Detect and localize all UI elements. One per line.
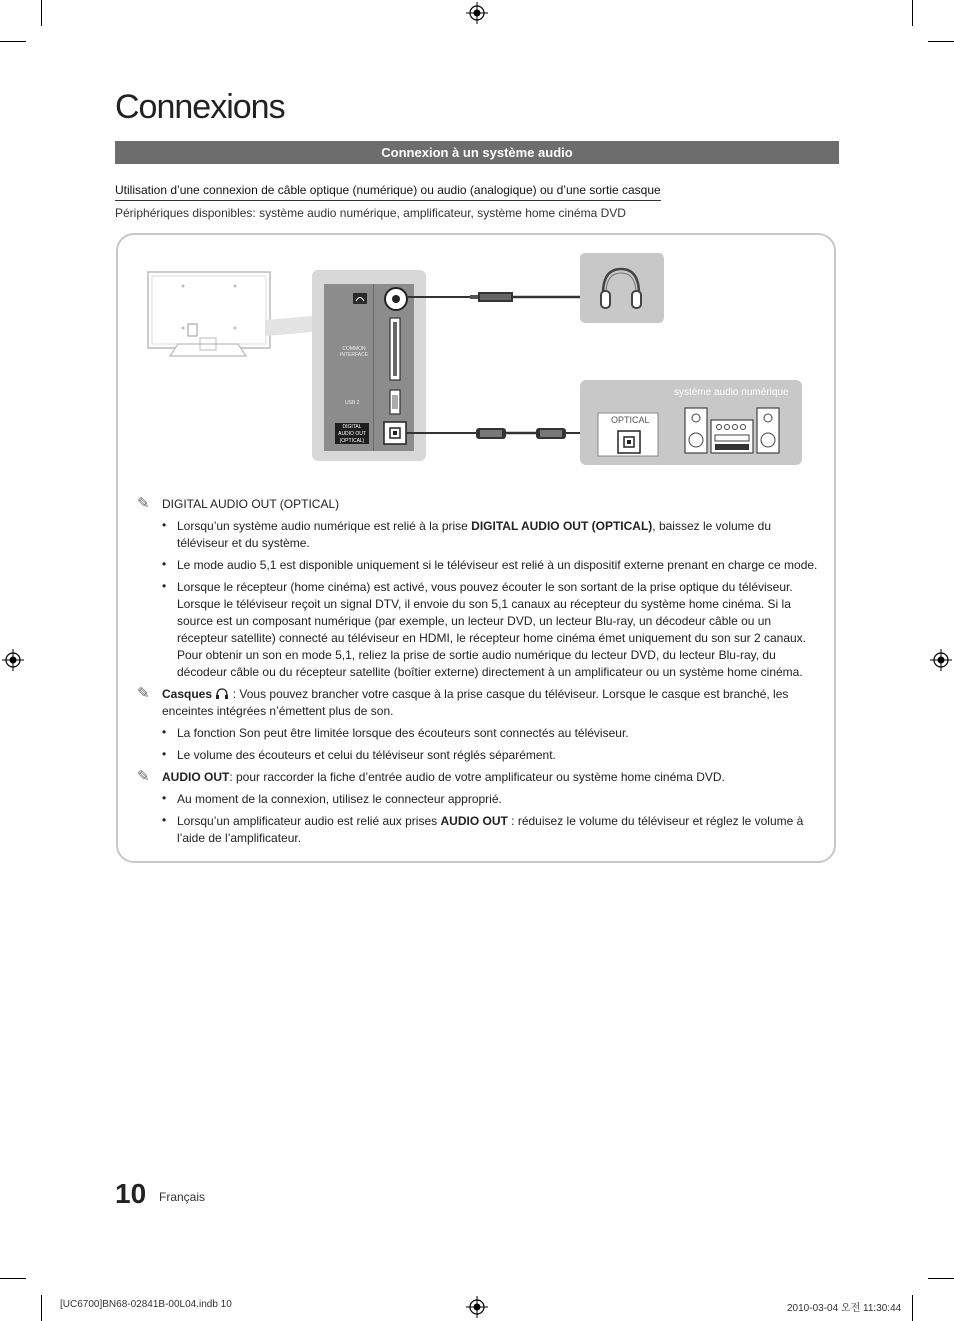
crop-mark [41, 1295, 42, 1321]
note-pencil-icon: ✎ [137, 767, 150, 785]
audio-system-label: système audio numérique [674, 387, 789, 398]
bullet-list [137, 725, 823, 764]
available-devices-text: Périphériques disponibles: système audio numérique, amplificateur, système home cinéma DVD [115, 206, 626, 220]
headphone-icon [597, 264, 645, 312]
note-pencil-icon: ✎ [137, 684, 150, 702]
section-title: Connexion à un système audio [115, 141, 839, 164]
list-item: • Au moment de la connexion, utilisez le connecteur approprié. [137, 791, 823, 808]
list-item: • Le volume des écouteurs et celui du téléviseur sont réglés séparément. [137, 747, 823, 764]
note-digital-audio-out [137, 496, 823, 513]
note-bold-label: AUDIO OUT [162, 770, 230, 784]
usb-label: USB 2 [345, 400, 360, 406]
page-title: Connexions [115, 88, 285, 126]
crop-mark [41, 0, 42, 26]
list-item: • La fonction Son peut être limitée lorsque des écouteurs sont connectés au téléviseur. [137, 725, 823, 742]
crop-mark [928, 41, 954, 42]
note-title: DIGITAL AUDIO OUT (OPTICAL) [162, 497, 340, 511]
print-date: 2010-03-04 오전 11:30:44 [787, 1303, 902, 1314]
registration-mark-icon [466, 1296, 488, 1318]
optical-label: OPTICAL [611, 415, 650, 425]
tv-back-illustration [148, 272, 270, 356]
registration-mark-icon [2, 649, 24, 671]
crop-mark [0, 41, 26, 42]
common-interface-label: COMMON INTERFACE [339, 346, 369, 358]
digital-audio-label-line2: AUDIO OUT [338, 431, 366, 437]
digital-audio-out-label [335, 424, 369, 445]
list-item: • Lorsqu’un amplificateur audio est relié aux prises AUDIO OUT : réduisez le volume du téléviseur et réglez le volume à l’aide de l’amplificateur. [137, 813, 823, 847]
file-info: [UC6700]BN68-02841B-00L04.indb 10 [60, 1299, 232, 1310]
digital-audio-label-line3: (OPTICAL) [339, 438, 365, 444]
bullet-list [137, 518, 823, 681]
digital-audio-label-line1: DIGITAL [342, 424, 362, 430]
crop-mark [912, 0, 913, 26]
language-label: Français [159, 1190, 206, 1204]
registration-mark-icon [466, 2, 488, 24]
headphone-icon [215, 688, 229, 699]
list-item: • Lorsque le récepteur (home cinéma) est activé, vous pouvez écouter le son sortant de la prise optique du téléviseur. Lorsque le téléviseur reçoit un signal DTV, il envoie du son 5,1 canaux au récepteur du système home cinéma. Si la source est un composant numérique (par exemple, un lecteur DVD, un lecteur Blu-ray, un décodeur câble ou un récepteur satellite) connecté au téléviseur en HDMI, le récepteur home cinéma émet uniquement du son sur 2 canaux. Pour obtenir un son en mode 5,1, reliez la prise de sortie audio numérique du lecteur DVD, du lecteur Blu-ray, du décodeur câble ou du récepteur satellite (boîtier externe) directement à un amplificateur ou un système home cinéma. [137, 579, 823, 681]
note-audio-out: ✎ AUDIO OUT: pour raccorder la fiche d’entrée audio de votre amplificateur ou système home cinéma DVD. [137, 767, 725, 785]
bullet-list [137, 791, 823, 847]
list-item: • Le mode audio 5,1 est disponible uniquement si le téléviseur est relié à un dispositif externe prenant en charge ce mode. [137, 557, 823, 574]
connection-diagram [140, 248, 810, 473]
list-item: • Lorsqu’un système audio numérique est relié à la prise DIGITAL AUDIO OUT (OPTICAL), baissez le volume du téléviseur et du système. [137, 518, 823, 552]
subheading: Utilisation d’une connexion de câble optique (numérique) ou audio (analogique) ou d’une sortie casque [115, 183, 661, 201]
note-headphones: ✎ Casques : Vous pouvez brancher votre casque à la prise casque du téléviseur. Lorsque le casque est branché, les enceintes intégrées n’émettent plus de son. [137, 684, 789, 718]
page-number: 10 [115, 1178, 147, 1209]
note-pencil-icon: ✎ [137, 494, 150, 512]
note-bold-label: Casques [162, 687, 213, 701]
crop-mark [912, 1295, 913, 1321]
crop-mark [0, 1278, 26, 1279]
registration-mark-icon [930, 649, 952, 671]
crop-mark [928, 1278, 954, 1279]
notes-section [137, 496, 823, 852]
